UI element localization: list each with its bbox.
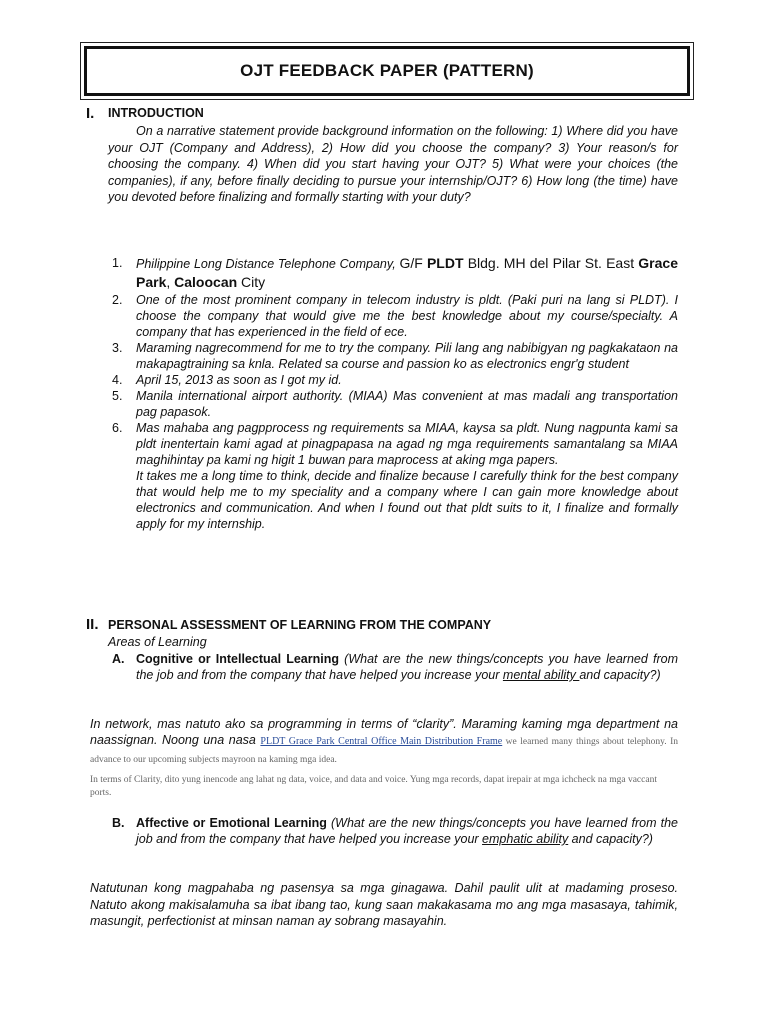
list-item: 1. Philippine Long Distance Telephone Company, G/F PLDT Bldg. MH del Pilar St. East Grace Park, Caloocan City xyxy=(112,255,678,290)
cognitive-learning-item: A. Cognitive or Intellectual Learning (What are the new things/concepts you have learned from the job and from the company that have helped you increase your mental ability and capacity?) xyxy=(112,652,678,682)
section-2-number: II. xyxy=(86,616,99,633)
intro-answer-list xyxy=(112,254,678,532)
cognitive-answer: In network, mas natuto ako sa programming in terms of “clarity”. Maraming kaming mga department na naassignan. Noong una nasa PLDT Grace Park Central Office Main Distribution Frame we learned many things about telephony. In advance to our upcoming subjects mayroon na kaming mga idea. xyxy=(90,717,678,765)
section-1-heading: INTRODUCTION xyxy=(108,106,204,120)
list-item: 6. Mas mahaba ang pagpprocess ng requirements sa MIAA, kaysa sa pldt. Nung nagpunta kami sa pldt inentertain kami agad at pinagpapasa na agad ng mga requirements samantalang sa MIAA maghihintay pa kami ng higit 1 buwan para maprocess at aking mga papers. xyxy=(112,421,678,467)
list-item: 4. April 15, 2013 as soon as I got my id. xyxy=(112,373,342,387)
list-item: 3. Maraming nagrecommend for me to try the company. Pili lang ang nabibigyan ng pagkakataon na makapagtraining sa knla. Related sa course and passion ko as electronics engr'g student xyxy=(112,341,678,371)
affective-answer: Natutunan kong magpahaba ng pasensya sa mga ginagawa. Dahil paulit ulit at madaming proseso. Natuto akong makisalamuha sa ibat ibang tao, kung saan makakasama mo ang mga masasaya, tahimik, masungit, perfectionist at minsan naman ay sobrang masayahin. xyxy=(90,881,678,928)
closing-paragraph: It takes me a long time to think, decide and finalize because I carefully think for the best company that would help me to my speciality and a company where I can gain more knowledge about electronics and communication. And when I found out that pldt suits to it, I finalize and formally apply for my internship. xyxy=(136,469,678,531)
pldt-mdf-link[interactable]: PLDT Grace Park Central Office Main Distribution Frame xyxy=(260,736,503,747)
list-item: 5. Manila international airport authority. (MIAA) Mas convenient at mas madali ang transportation pag papasok. xyxy=(112,389,678,419)
affective-learning-item: B. Affective or Emotional Learning (What are the new things/concepts you have learned from the job and from the company that have helped you increase your emphatic ability and capacity?) xyxy=(112,816,679,846)
section-2-heading: PERSONAL ASSESSMENT OF LEARNING FROM THE COMPANY xyxy=(108,618,492,632)
title-box xyxy=(80,42,694,100)
document-title: OJT FEEDBACK PAPER (PATTERN) xyxy=(84,46,690,96)
cognitive-answer-note: In terms of Clarity, dito yung inencode ang lahat ng data, voice, and data and voice. Yung mga records, dapat irepair at mga ichcheck na mga vaccant ports. xyxy=(90,775,657,798)
list-item: 2. One of the most prominent company in telecom industry is pldt. (Paki puri na lang si PLDT). I choose the company that would give me the best knowledge about my course/specialty. A company that has experienced in the field of ece. xyxy=(112,293,678,339)
areas-of-learning: Areas of Learning xyxy=(108,635,207,649)
intro-paragraph: On a narrative statement provide background information on the following: 1) Where did you have your OJT (Company and Address), 2) How did you choose the company? 3) Your reason/s for choosing the company. 4) When did you start having your OJT? 5) What were your choices (the companies), if any, before finally deciding to pursue your internship/OJT? 6) How long (the time) have you devoted before finalizing and formally starting with your duty? xyxy=(108,124,678,204)
section-1-number: I. xyxy=(86,105,95,122)
